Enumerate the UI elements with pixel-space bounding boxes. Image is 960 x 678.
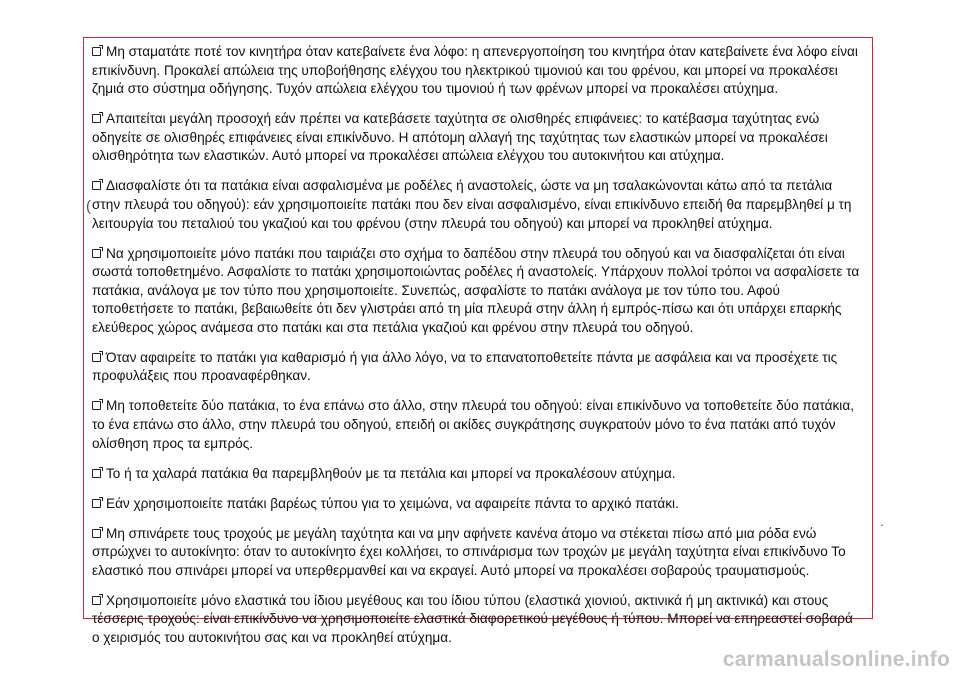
warning-text: Μη σταματάτε ποτέ τον κινητήρα όταν κατεβαίνετε ένα λόφο: η απενεργοποίηση του κινητήρα όταν κατεβαίνετε ένα λόφο είναι επικίνδυνη. Προκαλεί απώλεια της υποβοήθησης ελέγχου του ηλεκτρικού τιμονιού και του φρένου, και μπορεί να προκαλέσει ζημιά στο σύστημα οδήγησης. Τυχόν απώλεια ελέγχου του τιμονιού ή των φρένων μπορεί να προκαλέσει ατύχημα.	[92, 44, 858, 97]
warning-item	[92, 245, 860, 338]
warning-item	[92, 110, 860, 166]
warning-text: Διασφαλίστε ότι τα πατάκια είναι ασφαλισμένα με ροδέλες ή αναστολείς, ώστε να μη τσαλακώνονται κάτω από τα πετάλια στην πλευρά του οδηγού): εάν χρησιμοποιείτε πατάκι που δεν είναι ασφαλισμένο, είναι επικίνδυνο επειδή θα παρεμβληθεί μ τη λειτουργία του πεταλιού του γκαζιού και του φρένου (στην πλευρά του οδηγού) και μπορεί να προκληθεί ατύχημα.	[92, 178, 852, 231]
warning-item	[92, 349, 860, 386]
warning-square-icon	[92, 353, 101, 362]
warning-text: Χρησιμοποιείτε μόνο ελαστικά του ίδιου μεγέθους και του ίδιου τύπου (ελαστικά χιονιού, ακτινικά ή μη ακτινικά) και στους τέσσερις τροχούς: είναι επικίνδυνο να χρησιμοποιείτε ελαστικά διαφορετικού μεγέθους ή τύπου. Μπορεί να επηρεαστεί σοβαρά ο χειρισμός του αυτοκινήτου σας και να προκληθεί ατύχημα.	[92, 592, 853, 645]
warning-text: Να χρησιμοποιείτε μόνο πατάκι που ταιριάζει στο σχήμα το δαπέδου στην πλευρά του οδηγού και να διασφαλίζεται ότι είναι σωστά τοποθετημένο. Ασφαλίστε το πατάκι χρησιμοποιώντας ροδέλες ή αναστολείς. Υπάρχουν πολλοί τρόποι να ασφαλίσετε τα πατάκια, ανάλογα με τον τύπο που χρησιμοποιείτε. Συνεπώς, ασφαλίστε το πατάκι ανάλογα με τον τύπο του. Αφού τοποθετήσετε το πατάκι, βεβαιωθείτε ότι δεν γλιστράει από τη μία πλευρά στην άλλη ή εμπρός-πίσω και ότι υπάρχει επαρκής ελεύθερος χώρος ανάμεσα στο πατάκι και στα πετάλια γκαζιού και φρένου στην πλευρά του οδηγού.	[92, 245, 860, 335]
warning-item	[92, 177, 860, 233]
warning-item	[92, 465, 860, 484]
warning-square-icon	[92, 47, 101, 56]
warning-box	[83, 37, 873, 645]
warning-text: Εάν χρησιμοποιείτε πατάκι βαρέως τύπου για το χειμώνα, να αφαιρείτε πάντα το αρχικό πατάκι.	[106, 495, 679, 511]
warning-item	[92, 525, 860, 581]
watermark: carmanualsonline.info	[722, 648, 950, 671]
margin-mark-right: .	[880, 513, 884, 529]
warning-item	[92, 592, 860, 648]
margin-mark-left: (	[86, 198, 91, 215]
warning-square-icon	[92, 529, 101, 538]
warning-text: Όταν αφαιρείτε το πατάκι για καθαρισμό ή για άλλο λόγο, να το επανατοποθετείτε πάντα με ασφάλεια και να προσέχετε τις προφυλάξεις που προαναφέρθηκαν.	[92, 349, 838, 384]
warning-square-icon	[92, 181, 101, 190]
warning-square-icon	[92, 469, 101, 478]
warning-square-icon	[92, 401, 101, 410]
warning-text: Το ή τα χαλαρά πατάκια θα παρεμβληθούν με τα πετάλια και μπορεί να προκαλέσουν ατύχημα.	[106, 465, 676, 481]
warning-square-icon	[92, 596, 101, 605]
warning-text: Μη σπινάρετε τους τροχούς με μεγάλη ταχύτητα και να μην αφήνετε κανένα άτομο να στέκεται πίσω από μια ρόδα ενώ σπρώχνει το αυτοκίνητο: όταν το αυτοκίνητο έχει κολλήσει, το σπινάρισμα των τροχών με μεγάλη ταχύτητα είναι επικίνδυνο Το ελαστικό που σπινάρει μπορεί να υπερθερμανθεί και να εκραγεί. Αυτό μπορεί να προκαλέσει σοβαρούς τραυματισμούς.	[92, 525, 846, 578]
warning-item	[92, 43, 860, 99]
warning-square-icon	[92, 249, 101, 258]
warning-square-icon	[92, 499, 101, 508]
warning-text: Απαιτείται μεγάλη προσοχή εάν πρέπει να κατεβάσετε ταχύτητα σε ολισθηρές επιφάνειες: το κατέβασμα ταχύτητας ενώ οδηγείτε σε ολισθηρές επιφάνειες είναι επικίνδυνο. Η απότομη αλλαγή της ταχύτητας των ελαστικών μπορεί να προκαλέσει ολισθηρότητα των ελαστικών. Αυτό μπορεί να προκαλέσει απώλεια ελέγχου του αυτοκινήτου και ατύχημα.	[92, 111, 828, 164]
warning-square-icon	[92, 114, 101, 123]
warning-item	[92, 397, 860, 453]
warning-text: Μη τοποθετείτε δύο πατάκια, το ένα επάνω στο άλλο, στην πλευρά του οδηγού: είναι επικίνδυνο να τοποθετείτε δύο πατάκια, το ένα επάνω στο άλλο, στην πλευρά του οδηγού, επειδή οι ακίδες συγκράτησης συγκρατούν μόνο το ένα πατάκι από τυχόν ολίσθηση προς τα εμπρός.	[92, 398, 854, 451]
warning-item	[92, 495, 860, 514]
